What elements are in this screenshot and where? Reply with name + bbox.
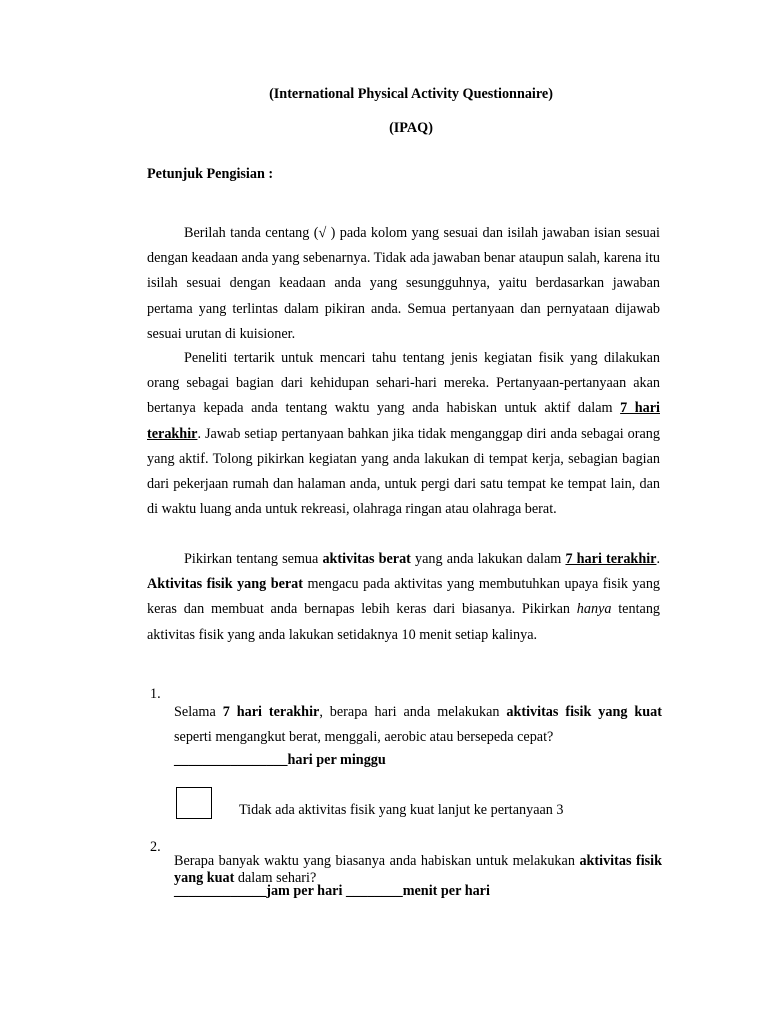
document-title: (International Physical Activity Questionnaire) bbox=[269, 86, 553, 102]
days-per-week-answer-line[interactable]: ________________hari per minggu bbox=[174, 752, 386, 768]
instructions-paragraph-2 bbox=[147, 346, 660, 522]
paragraph-text: . bbox=[656, 551, 660, 567]
instructions-paragraph-1 bbox=[147, 221, 660, 347]
emphasis-last-7-days: 7 hari terakhir bbox=[222, 704, 320, 721]
no-strong-activity-label: Tidak ada aktivitas fisik yang kuat lanjut ke pertanyaan 3 bbox=[239, 802, 564, 818]
question-text bbox=[174, 700, 662, 750]
instructions-paragraph-3 bbox=[147, 547, 660, 648]
emphasis-strong-activity: aktivitas fisik yang kuat bbox=[506, 704, 662, 721]
question-text-part: Selama bbox=[174, 704, 223, 721]
emphasis-last-7-days: 7 hari terakhir bbox=[565, 551, 657, 567]
question-text-part: Berapa banyak waktu yang biasanya anda habiskan untuk melakukan bbox=[174, 853, 580, 870]
emphasis-heavy-activity: aktivitas berat bbox=[322, 551, 411, 567]
hours-minutes-answer-line[interactable]: _____________jam per hari ________menit per hari bbox=[174, 883, 490, 899]
emphasis-strong-activity: aktivitas fisik yang kuat bbox=[174, 853, 662, 887]
instructions-heading: Petunjuk Pengisian : bbox=[147, 166, 274, 182]
emphasis-last-7-days: 7 hari terakhir bbox=[147, 400, 660, 442]
document-subtitle: (IPAQ) bbox=[389, 120, 433, 136]
paragraph-text: mengacu pada aktivitas yang membutuhkan upaya fisik yang keras dan membuat anda bernapas lebih keras dari biasanya. Pikirkan bbox=[147, 576, 661, 618]
paragraph-text: Pikirkan tentang semua bbox=[184, 551, 323, 567]
question-number: 2. bbox=[150, 839, 161, 855]
question-text-part: dalam sehari? bbox=[234, 870, 317, 887]
emphasis-heavy-physical-activity: Aktivitas fisik yang berat bbox=[147, 576, 303, 593]
paragraph-text: tentang aktivitas fisik yang anda lakukan setidaknya 10 menit setiap kalinya. bbox=[147, 601, 661, 643]
paragraph-text: . Jawab setiap pertanyaan bahkan jika tidak menganggap diri anda sebagai orang yang aktif. Tolong pikirkan kegiatan yang anda lakukan di tempat kerja, sebagian bagian dari pekerjaan rumah dan halaman anda, untuk pergi dari satu tempat ke tempat lain, dan di waktu luang anda untuk rekreasi, olahraga ringan atau olahraga berat. bbox=[147, 425, 660, 518]
emphasis-only: hanya bbox=[576, 601, 612, 618]
question-text-part: , berapa hari anda melakukan bbox=[319, 704, 507, 721]
question-text-part: seperti mengangkut berat, menggali, aerobic atau bersepeda cepat? bbox=[174, 729, 554, 746]
paragraph-text: Peneliti tertarik untuk mencari tahu tentang jenis kegiatan fisik yang dilakukan orang sebagai bagian dari kehidupan sehari-hari mereka. Pertanyaan-pertanyaan akan bertanya kepada anda tentang waktu yang anda habiskan untuk aktif dalam bbox=[147, 350, 660, 417]
no-strong-activity-checkbox[interactable] bbox=[176, 787, 212, 819]
question-number: 1. bbox=[150, 686, 161, 702]
paragraph-text: Berilah tanda centang (√ ) pada kolom yang sesuai dan isilah jawaban isian sesuai dengan keadaan anda yang sebenarnya. Tidak ada jawaban benar ataupun salah, karena itu isilah sesuai dengan keadaan anda yang sesungguhnya, yaitu berdasarkan jawaban pertama yang terlintas dalam pikiran anda. Semua pertanyaan dan pernyataan dijawab sesuai urutan di kuisioner. bbox=[147, 225, 660, 342]
paragraph-text: yang anda lakukan dalam bbox=[410, 551, 566, 567]
